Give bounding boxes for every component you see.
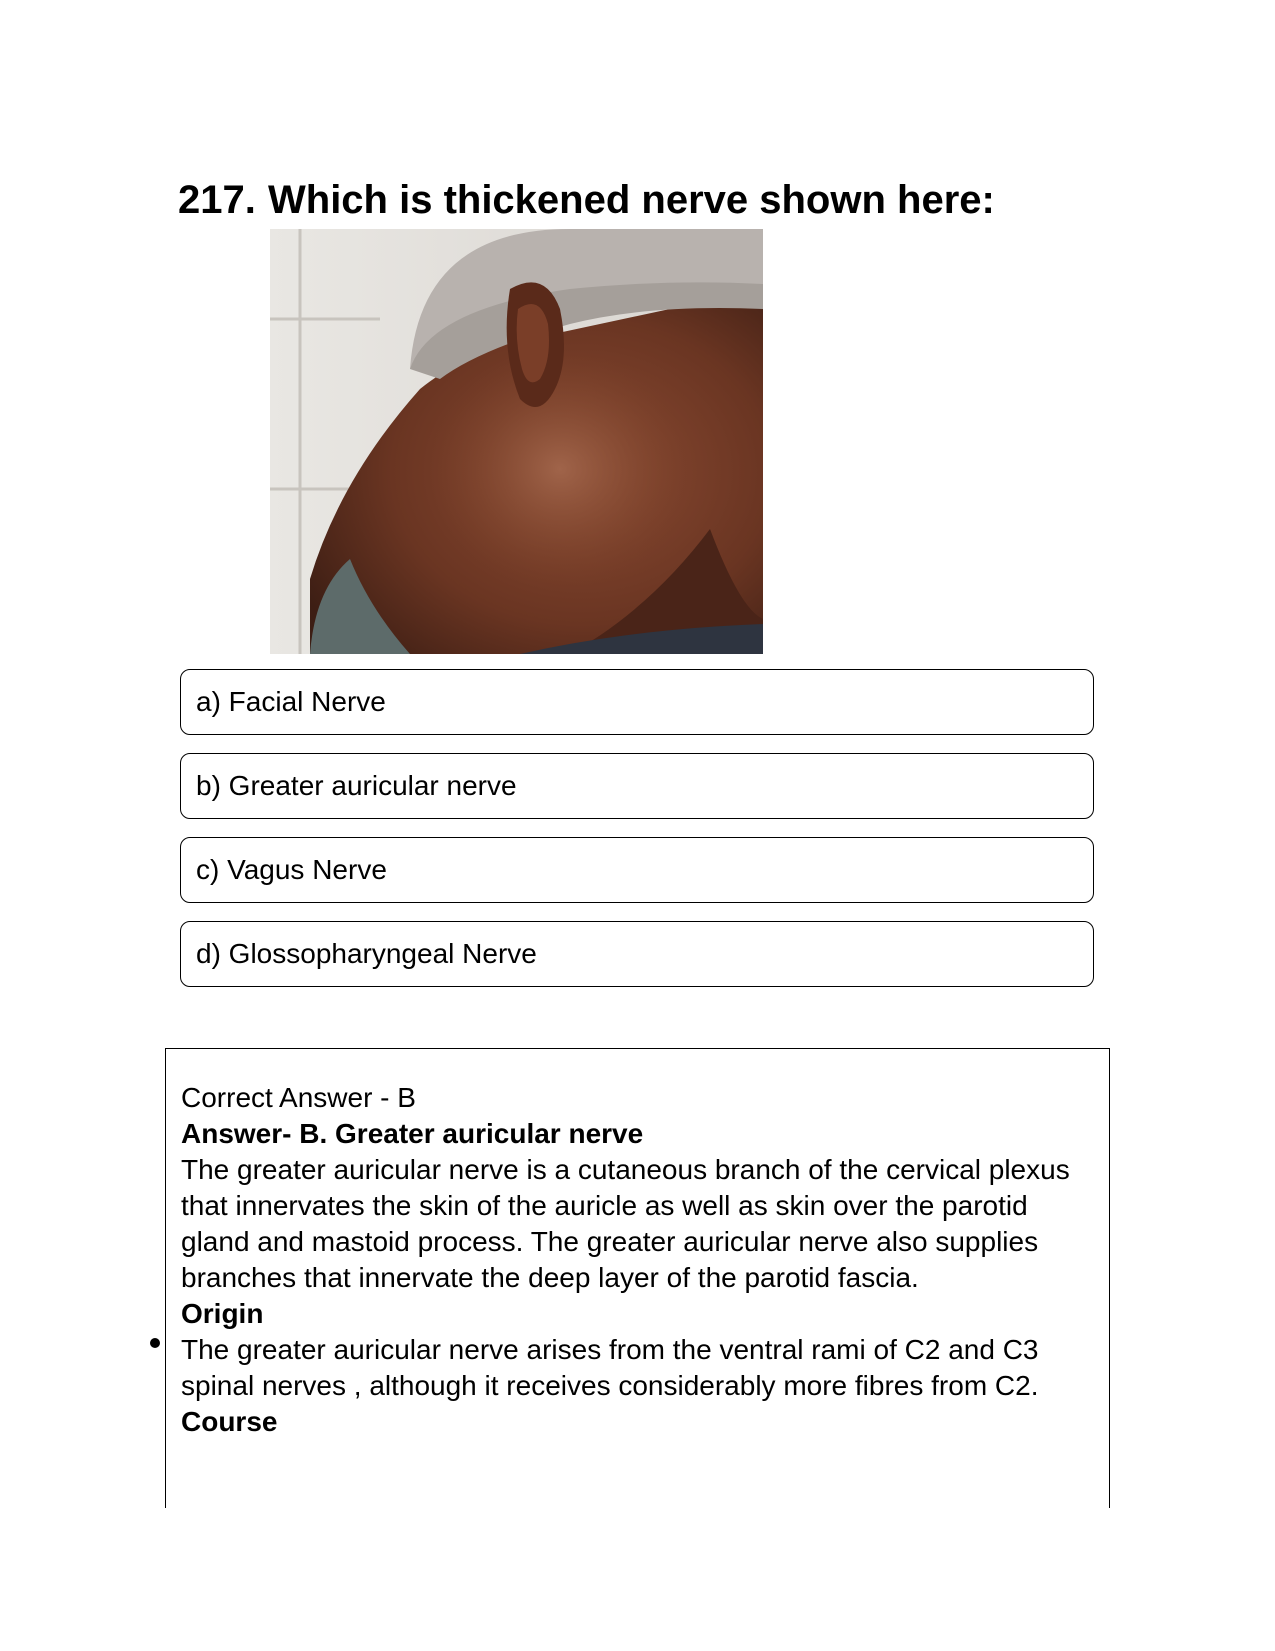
- bullet-icon: [150, 1338, 160, 1348]
- explanation-text: [181, 1080, 1101, 1440]
- clinical-photo: [270, 229, 763, 654]
- course-heading: Course: [181, 1406, 278, 1437]
- explanation-paragraph: The greater auricular nerve is a cutaneous branch of the cervical plexus that innervates the skin of the auricle as well as skin over the parotid gland and mastoid process. The greater auricular nerve also supplies branches that innervate the deep layer of the parotid fascia.: [181, 1154, 1070, 1293]
- question-text: Which is thickened nerve shown here:: [268, 178, 995, 222]
- option-c[interactable]: c) Vagus Nerve: [180, 837, 1094, 903]
- origin-bullet-text: The greater auricular nerve arises from the ventral rami of C2 and C3 spinal nerves , although it receives considerably more fibres from C2.: [181, 1334, 1039, 1401]
- option-b[interactable]: b) Greater auricular nerve: [180, 753, 1094, 819]
- origin-heading: Origin: [181, 1298, 264, 1329]
- option-d[interactable]: d) Glossopharyngeal Nerve: [180, 921, 1094, 987]
- question-number: 217.: [178, 178, 256, 222]
- option-a[interactable]: a) Facial Nerve: [180, 669, 1094, 735]
- correct-answer: Correct Answer - B: [181, 1082, 416, 1113]
- answer-heading: Answer- B. Greater auricular nerve: [181, 1118, 644, 1149]
- question-title: [178, 176, 995, 224]
